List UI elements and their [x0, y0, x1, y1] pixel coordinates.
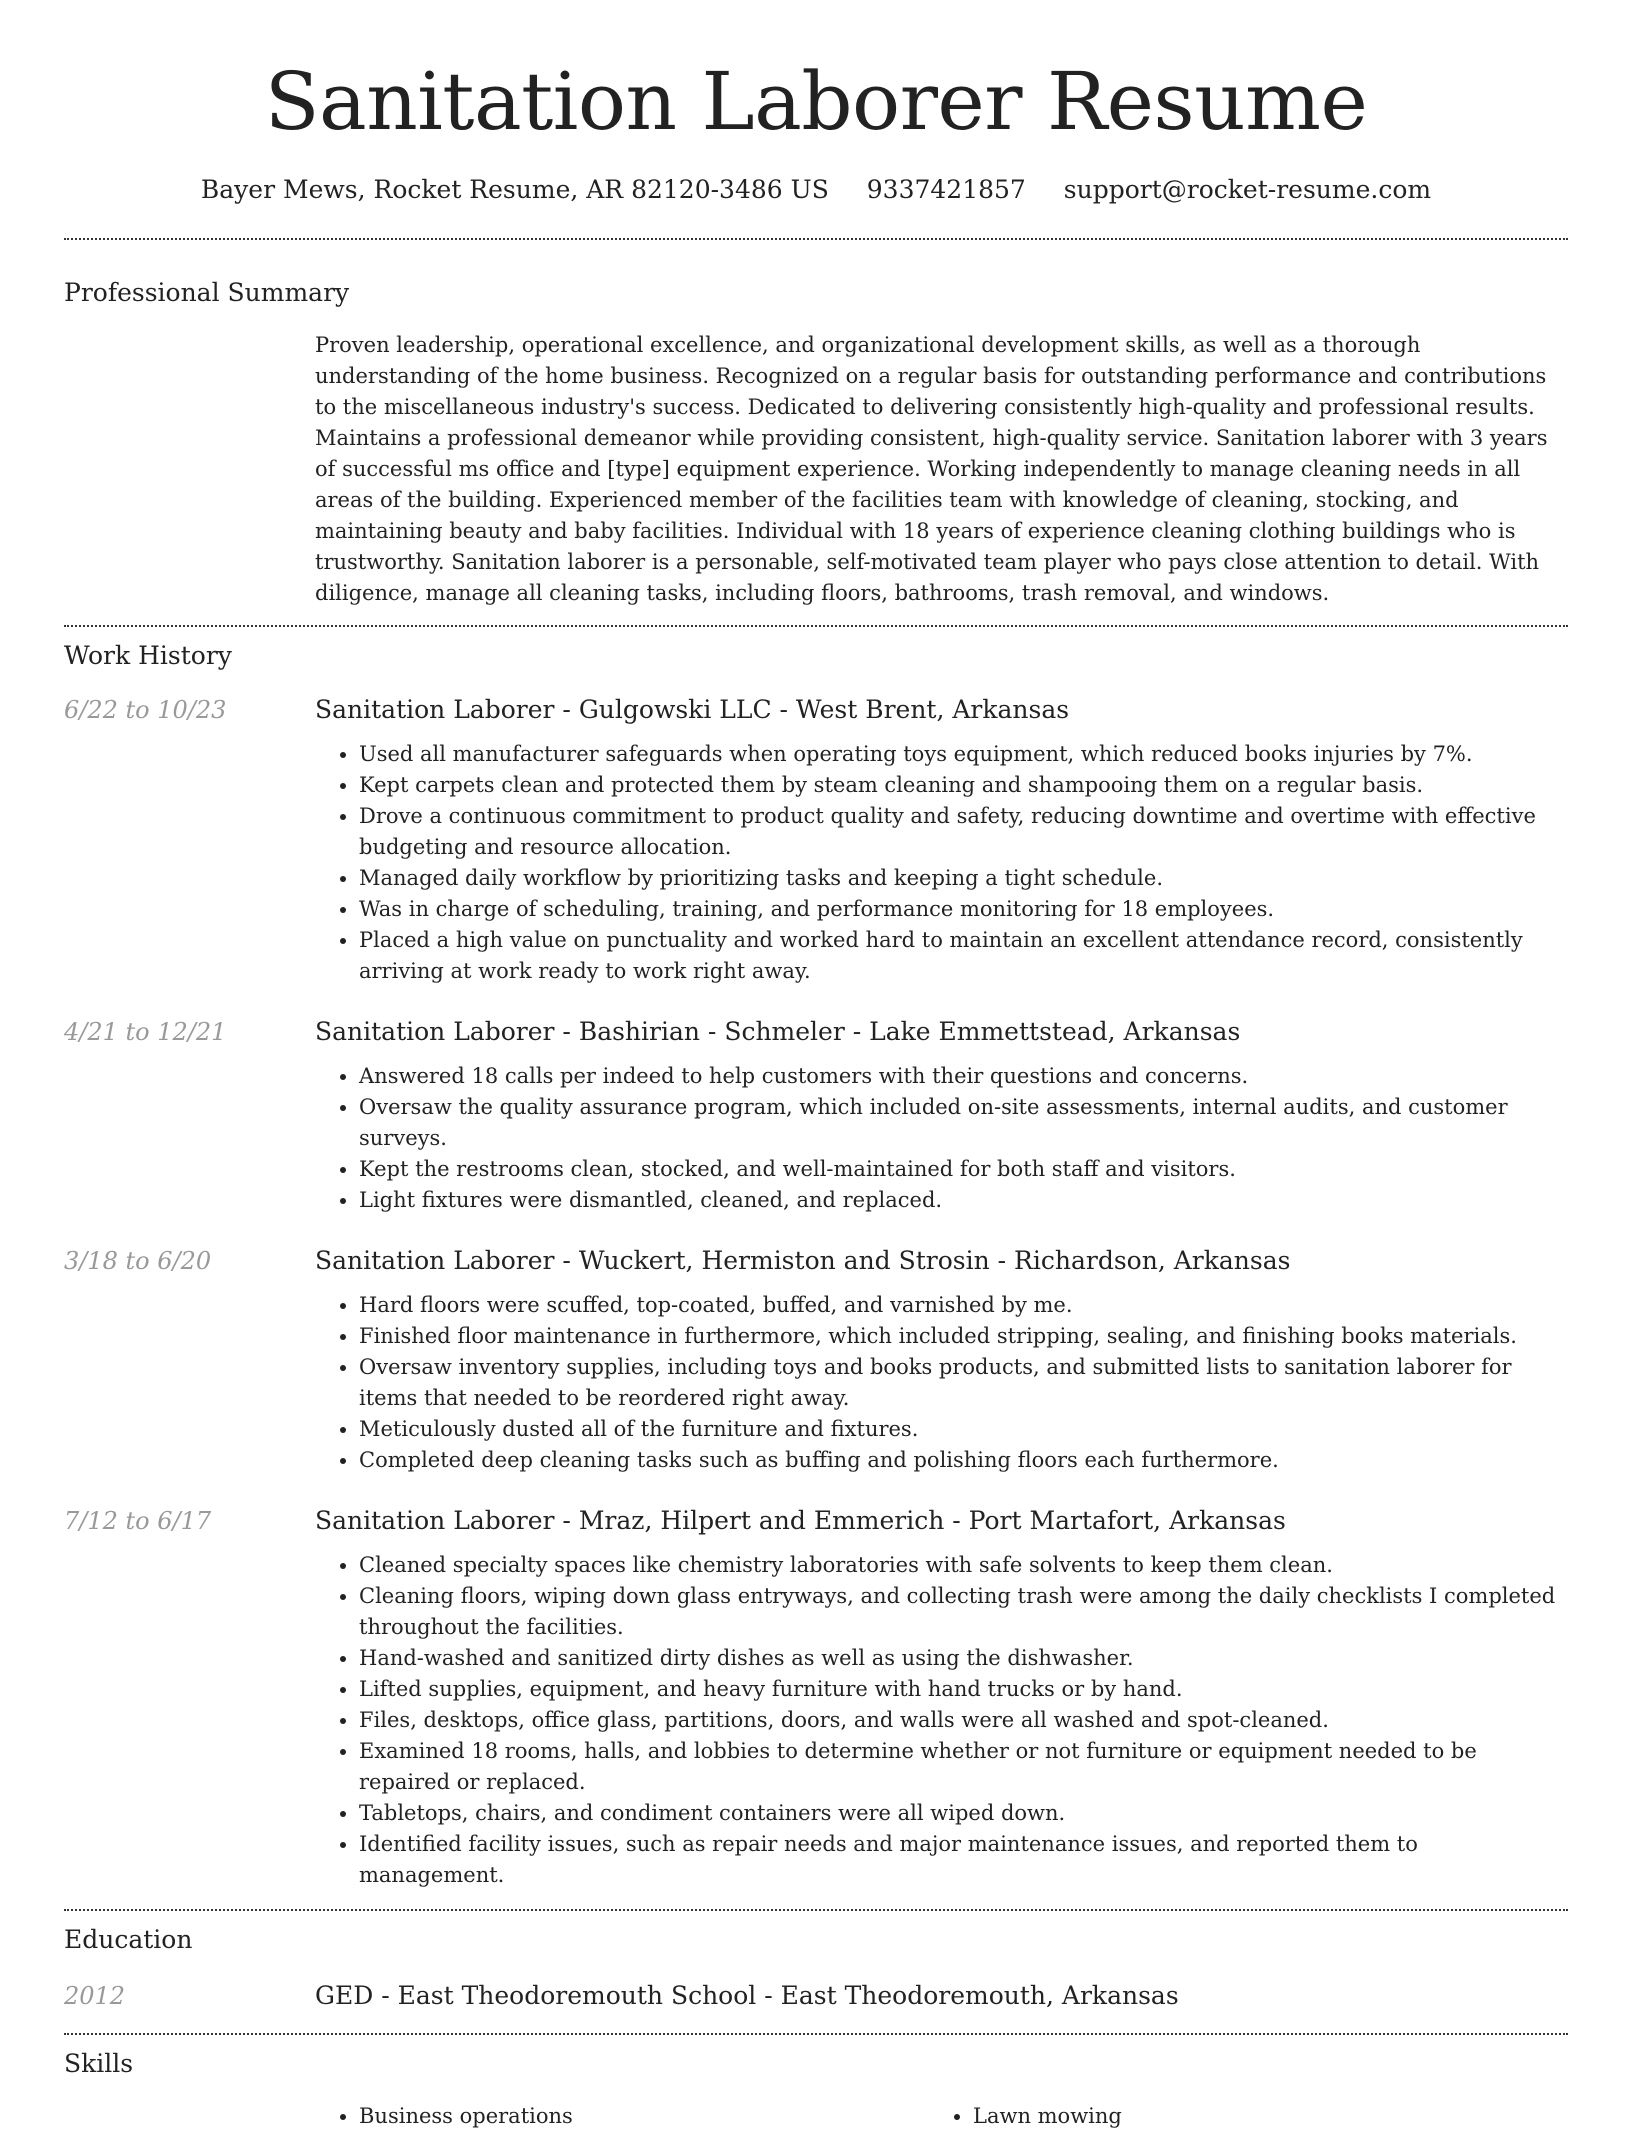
summary-heading: Professional Summary	[64, 278, 350, 307]
job-bullet: • Kept the restrooms clean, stocked, and well-maintained for both staff and visitors.	[359, 1154, 1568, 1185]
skills-heading: Skills	[64, 2049, 134, 2078]
job-bullets	[315, 1290, 1568, 1476]
job-bullet: • Kept carpets clean and protected them by steam cleaning and shampooing them on a regular basis.	[359, 770, 1568, 801]
job-bullet: • Answered 18 calls per indeed to help customers with their questions and concerns.	[359, 1061, 1568, 1092]
job-entry	[64, 1015, 1568, 1216]
job-entry	[64, 1504, 1568, 1891]
job-bullets	[315, 1061, 1568, 1216]
job-bullet: • Managed daily workflow by prioritizing tasks and keeping a tight schedule.	[359, 863, 1568, 894]
contact-address: Bayer Mews, Rocket Resume, AR 82120-3486 US	[200, 175, 829, 204]
job-bullet: • Hard floors were scuffed, top-coated, buffed, and varnished by me.	[359, 1290, 1568, 1321]
skills-list-left	[315, 2101, 929, 2132]
work-history-section	[64, 627, 1568, 1891]
job-dates: 7/12 to 6/17	[64, 1507, 212, 1535]
job-title: Sanitation Laborer - Bashirian - Schmeler - Lake Emmettstead, Arkansas	[315, 1017, 1241, 1046]
education-section	[64, 1911, 1568, 2013]
job-bullet: • Drove a continuous commitment to product quality and safety, reducing downtime and overtime with effective budgeting and resource allocation.	[359, 801, 1568, 863]
job-bullets	[315, 739, 1568, 987]
contact-email: support@rocket-resume.com	[1063, 175, 1432, 204]
job-bullet: • Hand-washed and sanitized dirty dishes as well as using the dishwasher.	[359, 1643, 1568, 1674]
job-bullet: • Light fixtures were dismantled, cleaned, and replaced.	[359, 1185, 1568, 1216]
job-title: Sanitation Laborer - Wuckert, Hermiston and Strosin - Richardson, Arkansas	[315, 1246, 1291, 1275]
education-heading: Education	[64, 1925, 193, 1954]
jobs-list	[64, 693, 1568, 1891]
job-bullet: • Meticulously dusted all of the furniture and fixtures.	[359, 1414, 1568, 1445]
resume-page	[64, 0, 1568, 2132]
job-bullet: • Completed deep cleaning tasks such as buffing and polishing floors each furthermore.	[359, 1445, 1568, 1476]
skill-item: • Lawn mowing	[973, 2101, 1543, 2132]
job-bullet: • Was in charge of scheduling, training, and performance monitoring for 18 employees.	[359, 894, 1568, 925]
summary-section	[64, 240, 1568, 609]
job-bullet: • Finished floor maintenance in furthermore, which included stripping, sealing, and finishing books materials.	[359, 1321, 1568, 1352]
job-bullets	[315, 1550, 1568, 1891]
job-bullet: • Used all manufacturer safeguards when operating toys equipment, which reduced books injuries by 7%.	[359, 739, 1568, 770]
summary-text: Proven leadership, operational excellence, and organizational development skills, as well as a thorough understanding of the home business. Recognized on a regular basis for outstanding performance and contributions to the miscellaneous industry's success. Dedicated to delivering consistently high-quality and professional results. Maintains a professional demeanor while providing consistent, high-quality service. Sanitation laborer with 3 years of successful ms office and [type] equipment experience. Working independently to manage cleaning needs in all areas of the building. Experienced member of the facilities team with knowledge of cleaning, stocking, and maintaining beauty and baby facilities. Individual with 18 years of experience cleaning clothing buildings who is trustworthy. Sanitation laborer is a personable, self-motivated team player who pays close attention to detail. With diligence, manage all cleaning tasks, including floors, bathrooms, trash removal, and windows.	[315, 333, 1548, 605]
skills-list-right	[929, 2101, 1543, 2132]
job-entry	[64, 693, 1568, 987]
job-bullet: • Lifted supplies, equipment, and heavy furniture with hand trucks or by hand.	[359, 1674, 1568, 1705]
job-bullet: • Files, desktops, office glass, partitions, doors, and walls were all washed and spot-cleaned.	[359, 1705, 1568, 1736]
resume-title: Sanitation Laborer Resume	[264, 55, 1368, 148]
job-entry	[64, 1244, 1568, 1476]
job-bullet: • Cleaning floors, wiping down glass entryways, and collecting trash were among the daily checklists I completed throughout the facilities.	[359, 1581, 1568, 1643]
job-bullet: • Identified facility issues, such as repair needs and major maintenance issues, and reported them to management.	[359, 1829, 1568, 1891]
skill-item: • Business operations	[359, 2101, 929, 2132]
job-title: Sanitation Laborer - Gulgowski LLC - West Brent, Arkansas	[315, 695, 1070, 724]
contact-phone: 9337421857	[866, 175, 1026, 204]
education-year: 2012	[64, 1982, 126, 2010]
job-bullet: • Cleaned specialty spaces like chemistry laboratories with safe solvents to keep them clean.	[359, 1550, 1568, 1581]
job-bullet: • Placed a high value on punctuality and worked hard to maintain an excellent attendance record, consistently arriving at work ready to work right away.	[359, 925, 1568, 987]
job-title: Sanitation Laborer - Mraz, Hilpert and Emmerich - Port Martafort, Arkansas	[315, 1506, 1286, 1535]
job-dates: 6/22 to 10/23	[64, 696, 227, 724]
education-entry: GED - East Theodoremouth School - East Theodoremouth, Arkansas	[315, 1981, 1179, 2010]
job-bullet: • Oversaw the quality assurance program, which included on-site assessments, internal audits, and customer surveys.	[359, 1092, 1568, 1154]
skills-section	[64, 2035, 1568, 2132]
job-dates: 4/21 to 12/21	[64, 1018, 227, 1046]
job-dates: 3/18 to 6/20	[64, 1247, 212, 1275]
job-bullet: • Tabletops, chairs, and condiment containers were all wiped down.	[359, 1798, 1568, 1829]
job-bullet: • Examined 18 rooms, halls, and lobbies to determine whether or not furniture or equipment needed to be repaired or replaced.	[359, 1736, 1568, 1798]
contact-line	[64, 172, 1568, 208]
job-bullet: • Oversaw inventory supplies, including toys and books products, and submitted lists to sanitation laborer for items that needed to be reordered right away.	[359, 1352, 1568, 1414]
work-history-heading: Work History	[64, 641, 232, 670]
